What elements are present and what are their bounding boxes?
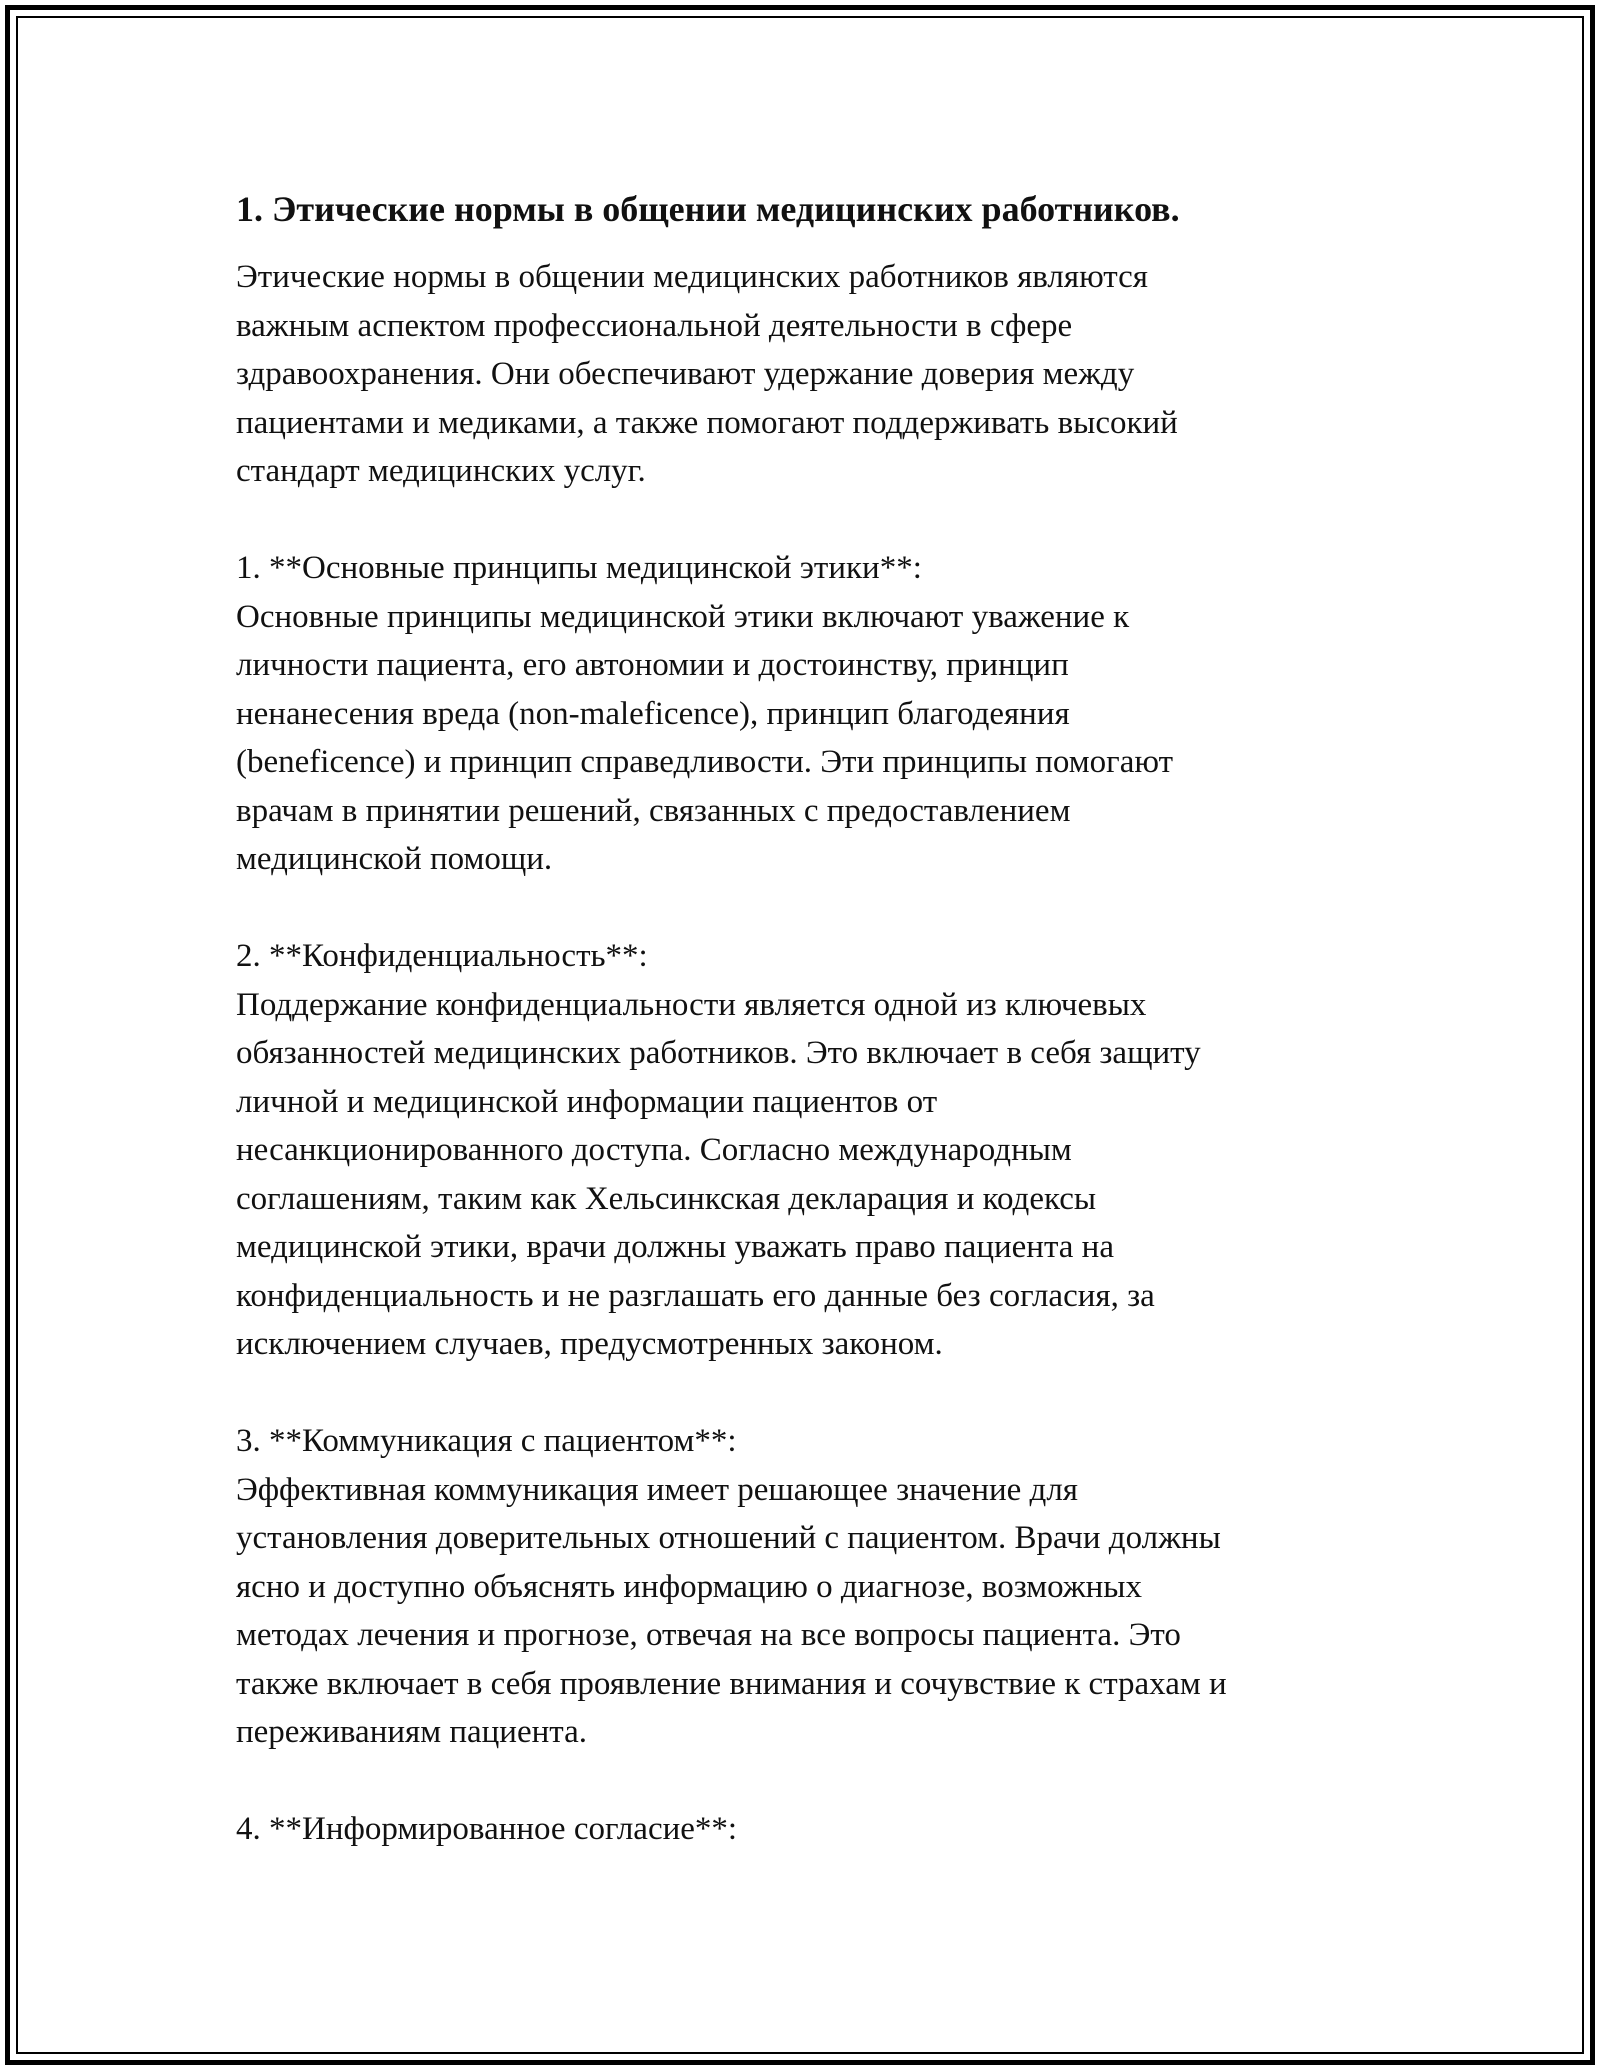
section-heading-informed-consent: 4. **Информированное согласие**: bbox=[236, 1811, 738, 1847]
section-body-communication: Эффективная коммуникация имеет решающее значение для установления доверительных отношений с пациентом. Врачи должны ясно и доступно объяснять информацию о диагнозе, возможных методах лечения и прогнозе, отвечая на все вопросы пациента. Это также включает в себя проявление внимания и сочувствие к страхам и переживаниям пациента. bbox=[236, 1471, 1227, 1750]
document-title: 1. Этические нормы в общении медицинских работников. bbox=[236, 189, 1180, 229]
spacer bbox=[236, 496, 1386, 545]
spacer bbox=[236, 884, 1386, 933]
section-body-confidentiality: Поддержание конфиденциальности является одной из ключевых обязанностей медицинских работников. Это включает в себя защиту личной и медицинской информации пациентов от несанкционированного доступа. Согласно международным соглашениям, таким как Хельсинкская декларация и кодексы медицинской этики, врачи должны уважать право пациента на конфиденциальность и не разглашать его данные без согласия, за исключением случаев, предусмотренных законом. bbox=[236, 986, 1201, 1362]
section-heading-communication: 3. **Коммуникация с пациентом**: bbox=[236, 1423, 737, 1459]
spacer bbox=[236, 1757, 1386, 1806]
section-heading-principles: 1. **Основные принципы медицинской этики**: bbox=[236, 550, 922, 586]
section-body-principles: Основные принципы медицинской этики включают уважение к личности пациента, его автономии и достоинству, принцип ненанесения вреда (non-maleficence), принцип благодеяния (beneficence) и принцип справедливости. Эти принципы помогают врачам в принятии решений, связанных с предоставлением медицинской помощи. bbox=[236, 598, 1174, 877]
intro-paragraph: Этические нормы в общении медицинских работников являются важным аспектом профессиональной деятельности в сфере здравоохранения. Они обеспечивают удержание доверия между пациентами и медиками, а также помогают поддерживать высокий стандарт медицинских услуг. bbox=[236, 259, 1178, 489]
document-body bbox=[236, 185, 1386, 1854]
spacer bbox=[236, 1369, 1386, 1418]
section-heading-confidentiality: 2. **Конфиденциальность**: bbox=[236, 938, 648, 974]
